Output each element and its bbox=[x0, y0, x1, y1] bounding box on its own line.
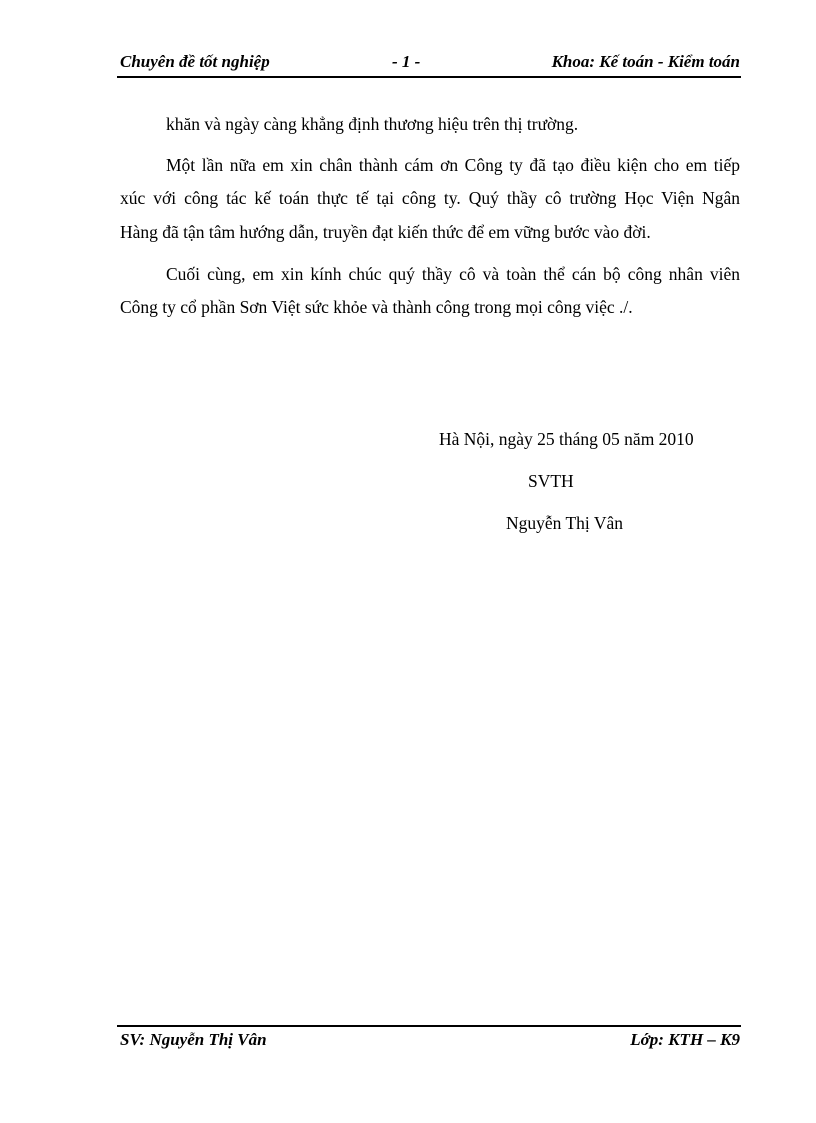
header-thesis-title: Chuyên đề tốt nghiệp bbox=[120, 52, 270, 71]
header-divider bbox=[117, 76, 741, 78]
body-line-4: Hàng đã tận tâm hướng dẫn, truyền đạt kiến thức để em vững bước vào đời. bbox=[120, 222, 651, 242]
footer-student: SV: Nguyễn Thị Vân bbox=[120, 1030, 267, 1049]
body-line-3: xúc với công tác kế toán thực tế tại công ty. Quý thầy cô trường Học Viện Ngân bbox=[120, 188, 740, 208]
footer-class: Lớp: KTH – K9 bbox=[630, 1030, 740, 1049]
body-line-6: Công ty cổ phần Sơn Việt sức khỏe và thành công trong mọi công việc ./. bbox=[120, 297, 633, 317]
signature-name: Nguyễn Thị Vân bbox=[506, 513, 623, 533]
body-line-2: Một lần nữa em xin chân thành cám ơn Công ty đã tạo điều kiện cho em tiếp bbox=[166, 155, 740, 175]
page-number: - 1 - bbox=[392, 52, 421, 71]
signature-place-date: Hà Nội, ngày 25 tháng 05 năm 2010 bbox=[439, 429, 694, 449]
header-department: Khoa: Kế toán - Kiểm toán bbox=[551, 52, 740, 71]
body-line-1: khăn và ngày càng khẳng định thương hiệu trên thị trường. bbox=[166, 114, 579, 134]
footer-divider bbox=[117, 1025, 741, 1027]
page-header bbox=[120, 50, 740, 76]
signature-role: SVTH bbox=[528, 471, 574, 491]
body-line-5: Cuối cùng, em xin kính chúc quý thầy cô và toàn thể cán bộ công nhân viên bbox=[166, 264, 740, 284]
